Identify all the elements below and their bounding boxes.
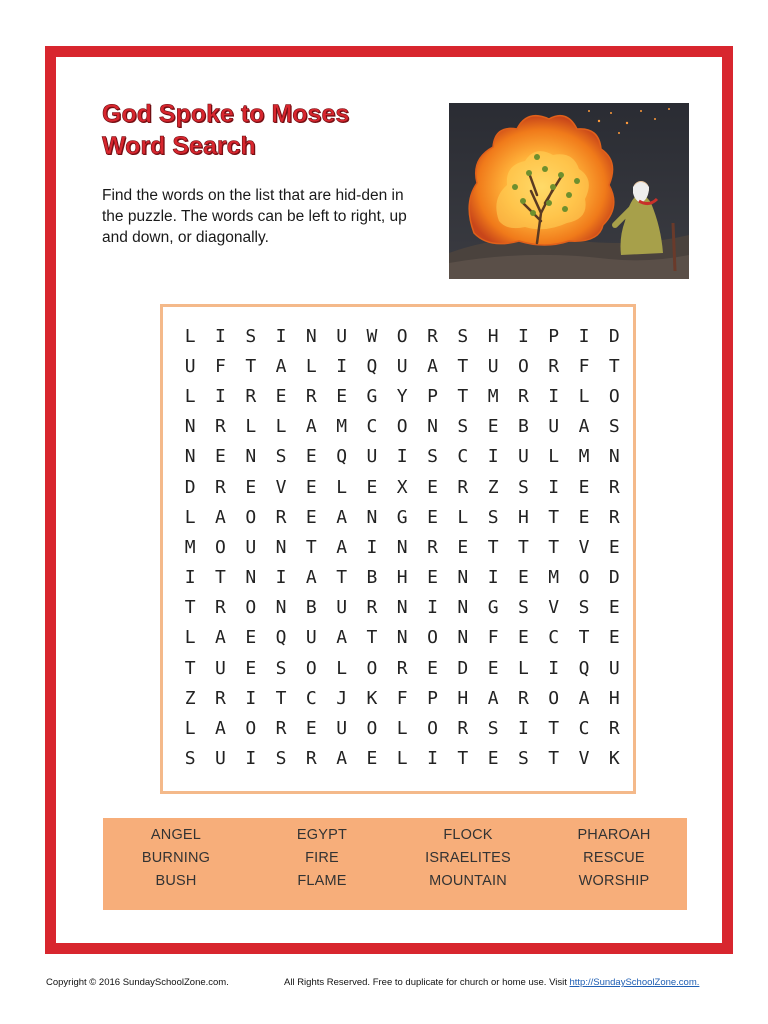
grid-letter: R	[366, 597, 378, 619]
grid-letter: A	[578, 416, 590, 438]
grid-letter: I	[245, 748, 257, 770]
grid-letter: R	[245, 385, 257, 407]
word-bank-column	[395, 824, 541, 893]
grid-letter: E	[427, 476, 438, 498]
grid-letter: U	[548, 416, 560, 438]
grid-letter: X	[396, 476, 408, 498]
grid-letter: C	[578, 718, 590, 740]
grid-letter: N	[457, 597, 469, 619]
grid-letter: T	[548, 718, 560, 740]
grid-letter: O	[608, 385, 620, 407]
grid-letter: H	[457, 687, 469, 709]
grid-letter: A	[215, 627, 226, 649]
grid-letter: U	[336, 325, 348, 347]
grid-letter: L	[184, 718, 196, 740]
word-bank-item: PHAROAH	[577, 827, 651, 843]
grid-letter: E	[578, 476, 590, 498]
grid-letter: S	[275, 446, 287, 468]
grid-letter: L	[184, 325, 196, 347]
grid-letter: E	[487, 416, 499, 438]
grid-letter: R	[608, 476, 620, 498]
copyright-text: Copyright © 2016 SundaySchoolZone.com.	[46, 977, 229, 988]
grid-letter: I	[245, 687, 257, 709]
grid-letter: M	[578, 446, 590, 468]
grid-letter: V	[578, 748, 590, 770]
grid-letter: S	[427, 446, 438, 468]
grid-letter: L	[336, 657, 348, 679]
grid-letter: O	[215, 536, 226, 558]
grid-letter: K	[366, 687, 378, 709]
grid-letter: S	[457, 325, 469, 347]
grid-letter: L	[245, 416, 257, 438]
grid-letter: O	[517, 355, 529, 377]
word-bank-item: BURNING	[141, 850, 211, 866]
word-bank-item: FLOCK	[443, 827, 493, 843]
grid-letter: L	[548, 446, 560, 468]
grid-letter: V	[548, 597, 560, 619]
word-bank-column	[249, 824, 395, 893]
grid-letter: O	[305, 657, 317, 679]
grid-letter: U	[184, 355, 196, 377]
grid-letter: O	[548, 687, 560, 709]
grid-letter: O	[427, 718, 438, 740]
grid-letter: R	[457, 718, 469, 740]
grid-letter: U	[366, 446, 378, 468]
word-bank-item: FIRE	[305, 850, 339, 866]
grid-letter: T	[548, 536, 560, 558]
letter-grid	[175, 321, 629, 774]
grid-letter: R	[608, 718, 620, 740]
grid-letter: M	[184, 536, 196, 558]
grid-letter: W	[366, 325, 378, 347]
grid-letter: T	[457, 748, 469, 770]
grid-letter: L	[336, 476, 348, 498]
grid-letter: T	[336, 567, 348, 589]
grid-letter: T	[457, 355, 469, 377]
grid-letter: E	[305, 476, 317, 498]
grid-letter: E	[427, 567, 438, 589]
grid-letter: E	[608, 627, 620, 649]
grid-letter: N	[396, 627, 408, 649]
grid-letter: Q	[366, 355, 378, 377]
grid-letter: T	[457, 385, 469, 407]
grid-letter: R	[275, 506, 287, 528]
grid-letter: C	[305, 687, 317, 709]
grid-letter: K	[608, 748, 620, 770]
grid-letter: E	[608, 536, 620, 558]
grid-letter: S	[517, 748, 529, 770]
word-bank-item: WORSHIP	[578, 873, 650, 889]
grid-letter: I	[215, 325, 226, 347]
word-bank-item: FLAME	[297, 873, 347, 889]
word-bank-item: BUSH	[155, 873, 197, 889]
word-bank-item: MOUNTAIN	[429, 873, 507, 889]
grid-letter: U	[336, 597, 348, 619]
grid-letter: B	[366, 567, 378, 589]
grid-letter: S	[578, 597, 590, 619]
grid-letter: Y	[396, 385, 408, 407]
grid-letter: M	[548, 567, 560, 589]
grid-letter: I	[427, 597, 438, 619]
grid-letter: O	[578, 567, 590, 589]
grid-letter: A	[427, 355, 438, 377]
grid-letter: D	[457, 657, 469, 679]
website-link[interactable]: http://SundaySchoolZone.com.	[569, 977, 700, 988]
grid-letter: L	[396, 718, 408, 740]
grid-letter: U	[336, 718, 348, 740]
grid-letter: R	[305, 385, 317, 407]
grid-letter: P	[548, 325, 560, 347]
grid-letter: C	[457, 446, 469, 468]
grid-letter: D	[608, 325, 620, 347]
grid-letter: Z	[487, 476, 499, 498]
grid-letter: N	[457, 627, 469, 649]
grid-letter: I	[517, 718, 529, 740]
word-bank-item: ISRAELITES	[425, 850, 511, 866]
title-line-1: God Spoke to Moses	[102, 100, 350, 128]
grid-letter: N	[366, 506, 378, 528]
grid-letter: R	[457, 476, 469, 498]
grid-letter: S	[487, 718, 499, 740]
grid-letter: M	[336, 416, 348, 438]
grid-letter: E	[517, 567, 529, 589]
grid-letter: N	[184, 446, 196, 468]
grid-letter: E	[427, 506, 438, 528]
grid-letter: H	[608, 687, 620, 709]
puzzle-grid-box	[160, 304, 636, 794]
grid-letter: T	[184, 657, 196, 679]
grid-letter: O	[245, 597, 257, 619]
grid-letter: G	[366, 385, 378, 407]
grid-letter: U	[305, 627, 317, 649]
grid-letter: R	[517, 385, 529, 407]
grid-letter: R	[215, 687, 226, 709]
grid-letter: L	[275, 416, 287, 438]
grid-letter: D	[608, 567, 620, 589]
grid-letter: L	[184, 385, 196, 407]
rights-statement: All Rights Reserved. Free to duplicate for church or home use. Visit	[284, 977, 570, 988]
grid-letter: T	[517, 536, 529, 558]
grid-letter: I	[396, 446, 408, 468]
grid-letter: U	[517, 446, 529, 468]
grid-letter: I	[548, 476, 560, 498]
grid-letter: A	[215, 506, 226, 528]
grid-letter: I	[184, 567, 196, 589]
grid-letter: E	[245, 476, 257, 498]
grid-letter: R	[305, 748, 317, 770]
grid-letter: T	[487, 536, 499, 558]
grid-letter: S	[184, 748, 196, 770]
grid-letter: S	[457, 416, 469, 438]
grid-letter: E	[578, 506, 590, 528]
grid-letter: R	[215, 416, 226, 438]
grid-letter: R	[215, 597, 226, 619]
grid-letter: C	[366, 416, 378, 438]
grid-letter: R	[396, 657, 408, 679]
grid-letter: S	[517, 476, 529, 498]
grid-letter: T	[215, 567, 226, 589]
grid-letter: N	[245, 446, 257, 468]
grid-letter: G	[487, 597, 499, 619]
grid-letter: O	[245, 718, 257, 740]
grid-letter: E	[487, 748, 499, 770]
grid-letter: N	[396, 597, 408, 619]
grid-letter: H	[396, 567, 408, 589]
grid-letter: L	[457, 506, 469, 528]
grid-letter: T	[366, 627, 378, 649]
grid-letter: J	[336, 687, 348, 709]
grid-letter: T	[608, 355, 620, 377]
grid-letter: N	[457, 567, 469, 589]
grid-letter: I	[366, 536, 378, 558]
page-title	[102, 98, 349, 162]
burning-bush-illustration	[449, 103, 689, 279]
grid-letter: E	[275, 385, 287, 407]
grid-letter: L	[305, 355, 317, 377]
grid-letter: F	[487, 627, 499, 649]
grid-letter: N	[305, 325, 317, 347]
grid-letter: E	[305, 446, 317, 468]
grid-letter: H	[517, 506, 529, 528]
grid-letter: L	[184, 627, 196, 649]
grid-letter: R	[275, 718, 287, 740]
grid-letter: C	[548, 627, 560, 649]
grid-letter: H	[487, 325, 499, 347]
grid-letter: I	[336, 355, 348, 377]
grid-letter: E	[366, 748, 378, 770]
grid-letter: E	[487, 657, 499, 679]
grid-letter: T	[184, 597, 196, 619]
grid-letter: A	[215, 718, 226, 740]
grid-letter: T	[245, 355, 257, 377]
grid-letter: I	[215, 385, 226, 407]
grid-letter: R	[608, 506, 620, 528]
grid-letter: L	[578, 385, 590, 407]
grid-letter: O	[396, 416, 408, 438]
grid-letter: A	[305, 567, 317, 589]
grid-letter: E	[336, 385, 348, 407]
grid-letter: L	[517, 657, 529, 679]
grid-letter: O	[245, 506, 257, 528]
grid-letter: T	[548, 748, 560, 770]
grid-letter: A	[336, 627, 348, 649]
grid-letter: E	[245, 627, 257, 649]
grid-letter: I	[548, 657, 560, 679]
grid-letter: N	[245, 567, 257, 589]
grid-letter: E	[215, 446, 226, 468]
grid-letter: G	[396, 506, 408, 528]
instructions-text: Find the words on the list that are hid-den in the puzzle. The words can be left to right, up and down, or diagonally.	[102, 187, 407, 246]
grid-letter: Q	[336, 446, 348, 468]
grid-letter: O	[427, 627, 438, 649]
grid-letter: O	[396, 325, 408, 347]
grid-letter: S	[487, 506, 499, 528]
word-bank-item: EGYPT	[296, 827, 348, 843]
grid-letter: U	[215, 657, 226, 679]
grid-letter: I	[578, 325, 590, 347]
grid-letter: E	[305, 506, 317, 528]
grid-letter: U	[396, 355, 408, 377]
grid-letter: E	[608, 597, 620, 619]
grid-letter: D	[184, 476, 196, 498]
grid-letter: A	[487, 687, 499, 709]
rights-text	[284, 977, 699, 988]
grid-letter: Z	[184, 687, 196, 709]
grid-letter: I	[487, 446, 499, 468]
word-bank	[103, 818, 687, 910]
grid-letter: Q	[578, 657, 590, 679]
grid-letter: N	[275, 536, 287, 558]
grid-letter: U	[245, 536, 257, 558]
grid-letter: S	[608, 416, 620, 438]
grid-letter: I	[487, 567, 499, 589]
grid-letter: O	[366, 718, 378, 740]
grid-letter: O	[366, 657, 378, 679]
grid-letter: N	[608, 446, 620, 468]
grid-letter: P	[427, 687, 438, 709]
grid-letter: Q	[275, 627, 287, 649]
grid-letter: E	[305, 718, 317, 740]
grid-letter: E	[427, 657, 438, 679]
grid-letter: P	[427, 385, 438, 407]
grid-letter: A	[275, 355, 287, 377]
grid-letter: E	[366, 476, 378, 498]
grid-letter: N	[396, 536, 408, 558]
grid-letter: F	[578, 355, 590, 377]
word-bank-column	[541, 824, 687, 893]
word-bank-column	[103, 824, 249, 893]
grid-letter: E	[457, 536, 469, 558]
grid-letter: U	[608, 657, 620, 679]
burning-bush-icon	[449, 103, 689, 279]
grid-letter: I	[275, 567, 287, 589]
grid-letter: B	[305, 597, 317, 619]
title-line-2: Word Search	[102, 132, 256, 160]
grid-letter: A	[305, 416, 317, 438]
grid-letter: I	[275, 325, 287, 347]
grid-letter: R	[548, 355, 560, 377]
grid-letter: V	[275, 476, 287, 498]
word-bank-item: ANGEL	[150, 827, 202, 843]
grid-letter: N	[427, 416, 438, 438]
grid-letter: F	[396, 687, 408, 709]
grid-letter: F	[215, 355, 226, 377]
grid-letter: T	[578, 627, 590, 649]
grid-letter: R	[427, 536, 438, 558]
grid-letter: R	[427, 325, 438, 347]
grid-letter: N	[184, 416, 196, 438]
grid-letter: R	[517, 687, 529, 709]
word-bank-item: RESCUE	[583, 850, 645, 866]
grid-letter: T	[548, 506, 560, 528]
grid-letter: I	[548, 385, 560, 407]
grid-letter: L	[396, 748, 408, 770]
grid-letter: A	[336, 536, 348, 558]
grid-letter: S	[275, 748, 287, 770]
grid-letter: A	[336, 506, 348, 528]
page-frame	[45, 46, 733, 954]
grid-letter: E	[517, 627, 529, 649]
grid-letter: T	[305, 536, 317, 558]
grid-letter: I	[517, 325, 529, 347]
grid-letter: V	[578, 536, 590, 558]
grid-letter: I	[427, 748, 438, 770]
grid-letter: M	[487, 385, 499, 407]
grid-letter: T	[275, 687, 287, 709]
grid-letter: S	[275, 657, 287, 679]
grid-letter: E	[245, 657, 257, 679]
grid-letter: U	[487, 355, 499, 377]
grid-letter: A	[336, 748, 348, 770]
grid-letter: S	[245, 325, 257, 347]
grid-letter: R	[215, 476, 226, 498]
grid-letter: S	[517, 597, 529, 619]
grid-letter: N	[275, 597, 287, 619]
grid-letter: A	[578, 687, 590, 709]
grid-letter: L	[184, 506, 196, 528]
grid-letter: B	[517, 416, 529, 438]
grid-letter: U	[215, 748, 226, 770]
